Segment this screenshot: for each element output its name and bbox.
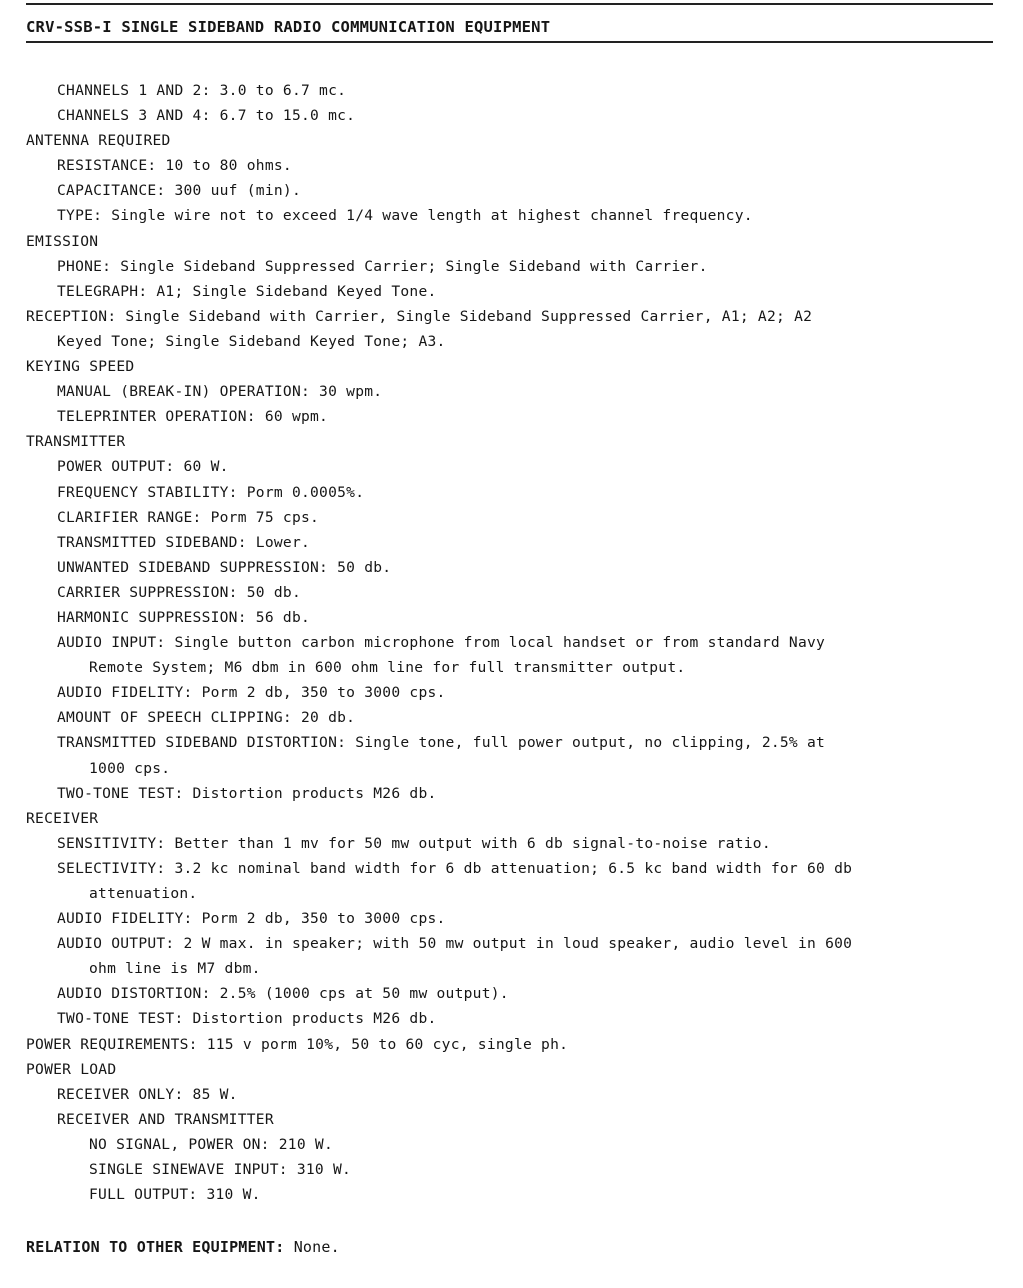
spec-line: POWER OUTPUT: 60 W. [57,458,229,476]
spec-line: CARRIER SUPPRESSION: 50 db. [57,583,301,601]
spec-line: MANUAL (BREAK-IN) OPERATION: 30 wpm. [57,383,383,401]
spec-line: TRANSMITTED SIDEBAND DISTORTION: Single tone, full power output, no clipping, 2.5% at [57,734,826,752]
spec-line: AUDIO INPUT: Single button carbon microphone from local handset or from standard Navy [57,634,826,652]
specification-list [0,78,1023,1207]
relation-value: None. [293,1238,340,1256]
spec-line: Remote System; M6 dbm in 600 ohm line for full transmitter output. [89,659,686,677]
spec-line: CHANNELS 1 AND 2: 3.0 to 6.7 mc. [57,82,347,99]
spec-line: TWO-TONE TEST: Distortion products M26 db. [57,1010,437,1028]
relation-label: RELATION TO OTHER EQUIPMENT: [26,1238,285,1256]
spec-line: FREQUENCY STABILITY: Porm 0.0005%. [57,483,365,501]
spec-line: AMOUNT OF SPEECH CLIPPING: 20 db. [57,709,356,727]
spec-line: RECEIVER AND TRANSMITTER [57,1110,274,1128]
spec-line: AUDIO FIDELITY: Porm 2 db, 350 to 3000 cps. [57,910,446,928]
spec-line: TRANSMITTER [26,433,126,451]
top-rule [26,3,993,5]
spec-line: RECEPTION: Single Sideband with Carrier, Single Sideband Suppressed Carrier, A1; A2; A2 [26,307,813,325]
spec-line: EMISSION [26,232,99,250]
header-rule [26,41,993,43]
spec-line: POWER LOAD [26,1060,117,1078]
spec-line: FULL OUTPUT: 310 W. [89,1186,261,1204]
relation-to-other-equipment [26,1238,1006,1256]
spec-line: POWER REQUIREMENTS: 115 v porm 10%, 50 to 60 cyc, single ph. [26,1035,569,1053]
page-header-title: CRV-SSB-I SINGLE SIDEBAND RADIO COMMUNICATION EQUIPMENT [26,18,551,36]
spec-line: AUDIO FIDELITY: Porm 2 db, 350 to 3000 cps. [57,684,446,702]
spec-line: attenuation. [89,885,198,902]
spec-line: Keyed Tone; Single Sideband Keyed Tone; A3. [57,332,446,350]
spec-line: AUDIO DISTORTION: 2.5% (1000 cps at 50 mw output). [57,985,509,1003]
spec-line: AUDIO OUTPUT: 2 W max. in speaker; with 50 mw output in loud speaker, audio level in 600 [57,935,853,953]
spec-line: ohm line is M7 dbm. [89,960,261,978]
spec-line: CLARIFIER RANGE: Porm 75 cps. [57,508,320,526]
spec-line: SENSITIVITY: Better than 1 mv for 50 mw output with 6 db signal-to-noise ratio. [57,834,771,852]
spec-line: HARMONIC SUPPRESSION: 56 db. [57,608,311,626]
spec-line: TELEGRAPH: A1; Single Sideband Keyed Tone. [57,282,437,300]
spec-line: SINGLE SINEWAVE INPUT: 310 W. [89,1161,352,1179]
spec-line: 1000 cps. [89,759,171,777]
spec-line: CHANNELS 3 AND 4: 6.7 to 15.0 mc. [57,107,356,125]
spec-line: RECEIVER ONLY: 85 W. [57,1085,238,1103]
spec-line: RESISTANCE: 10 to 80 ohms. [57,157,292,175]
spec-line: KEYING SPEED [26,358,135,376]
spec-line: PHONE: Single Sideband Suppressed Carrier; Single Sideband with Carrier. [57,257,708,275]
spec-line: TWO-TONE TEST: Distortion products M26 db. [57,784,437,802]
spec-line: RECEIVER [26,809,99,827]
spec-line: SELECTIVITY: 3.2 kc nominal band width for 6 db attenuation; 6.5 kc band width for 60 db [57,859,853,877]
spec-line: TELEPRINTER OPERATION: 60 wpm. [57,408,329,426]
spec-line: ANTENNA REQUIRED [26,132,171,150]
spec-line: UNWANTED SIDEBAND SUPPRESSION: 50 db. [57,558,392,576]
spec-line: TYPE: Single wire not to exceed 1/4 wave length at highest channel frequency. [57,207,753,225]
spec-line: CAPACITANCE: 300 uuf (min). [57,182,301,200]
spec-line: NO SIGNAL, POWER ON: 210 W. [89,1135,333,1153]
spec-line: TRANSMITTED SIDEBAND: Lower. [57,533,311,551]
